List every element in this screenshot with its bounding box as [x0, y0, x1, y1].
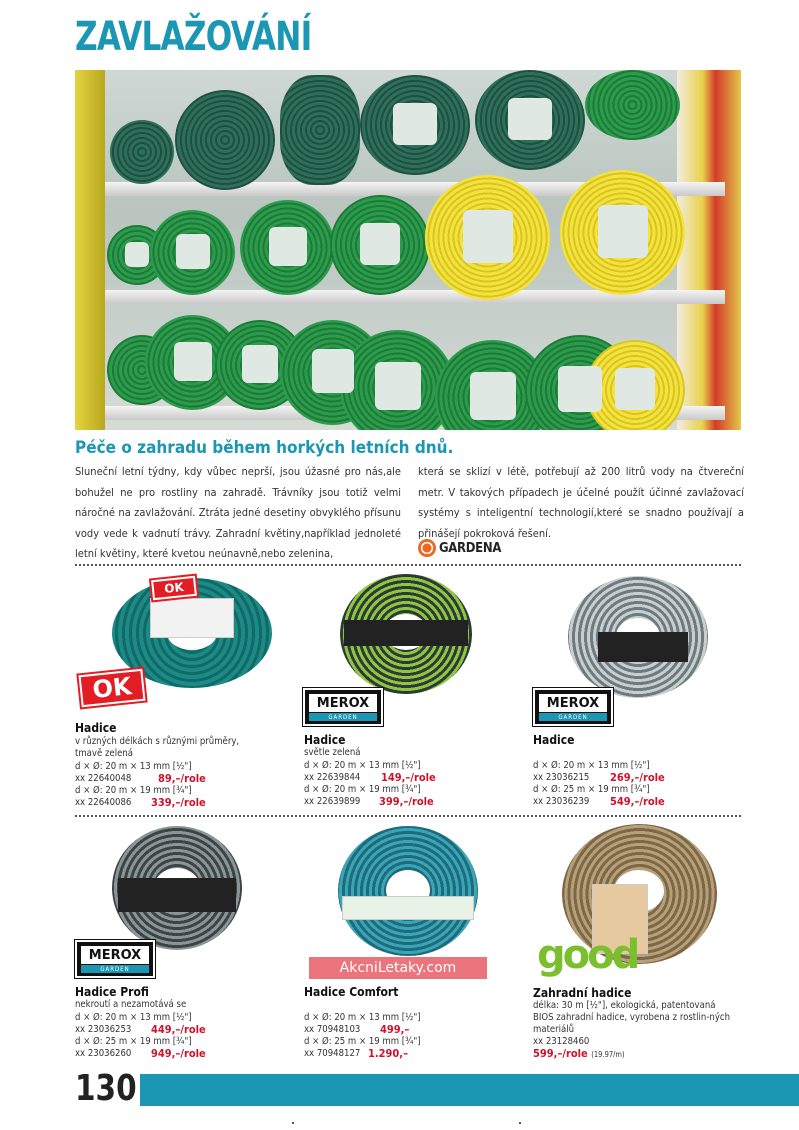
- good-logo: good: [537, 932, 638, 978]
- page-number: 130: [75, 1068, 137, 1109]
- page-title: ZAVLAŽOVÁNÍ: [75, 14, 312, 60]
- hose-coil: [110, 120, 174, 184]
- product-code: xx 22639844: [304, 772, 361, 783]
- product-code: xx 23036260: [75, 1048, 132, 1059]
- product-description: nekroutí a nezamotává se: [75, 999, 187, 1010]
- product-spec: d × Ø: 25 m × 19 mm [¾"]: [75, 1036, 192, 1047]
- intro-paragraph-left: Sluneční letní týdny, kdy vůbec neprší, jsou úžasné pro nás,ale bohužel ne pro rostliny na zahradě. Trávníky jsou totiž velmi náročné na zavlažování. Ztráta jedné desetiny obvyklého přísunu vody vede k vadnutí trávy. Zahradní květiny,například jednoleté letní květiny, které kvetou neúnavně,nebo zelenina,: [75, 465, 401, 560]
- hose-coil: [240, 200, 335, 295]
- product-price: 339,–/role: [151, 796, 206, 809]
- product-code: xx 22639899: [304, 796, 361, 807]
- intro-paragraph-right: která se sklizí v létě, potřebují až 200 litrů vody na čtvereční metr. V takových případech je účelné použít účinné zavlažovací systémy s inteligentní technologií,které se snadno používají a přinášejí pokroková řešení.: [418, 465, 744, 540]
- product-price: 149,–/role: [381, 771, 436, 784]
- watermark-link[interactable]: AkcniLetaky.com: [309, 957, 487, 979]
- product-name: Zahradní hadice: [533, 986, 632, 1000]
- product-price: 949,–/role: [151, 1047, 206, 1060]
- print-mark: [519, 1122, 521, 1124]
- product-code: xx 22640048: [75, 773, 132, 784]
- product-code: xx 70948127: [304, 1048, 361, 1059]
- product-description: délka: 30 m [½"], ekologická, patentovaná BIOS zahradní hadice, vyrobena z rostlin-ných materiálů: [533, 1000, 730, 1035]
- hose-coil: [360, 75, 470, 175]
- product-description: světle zelená: [304, 747, 361, 758]
- price-value: 599,–/role: [533, 1047, 588, 1060]
- product-price: 269,–/role: [610, 771, 665, 784]
- hose-coil: [585, 70, 680, 140]
- hanging-products-right: [677, 70, 741, 430]
- product-name: Hadice Profi: [75, 985, 149, 999]
- product-code: xx 70948103: [304, 1024, 361, 1035]
- product-price: 399,–/role: [379, 795, 434, 808]
- product-price: 549,–/role: [610, 795, 665, 808]
- product-image-hose: [112, 826, 242, 950]
- product-code: xx 23036215: [533, 772, 590, 783]
- hose-coil: [330, 195, 430, 295]
- product-spec: d × Ø: 20 m × 19 mm [¾"]: [304, 784, 421, 795]
- product-name: Hadice: [304, 733, 346, 747]
- hose-coil: [560, 170, 685, 295]
- product-spec: d × Ø: 20 m × 13 mm [½"]: [304, 1012, 421, 1023]
- hose-coil: [475, 70, 585, 170]
- ok-badge: OK: [79, 669, 146, 708]
- product-spec: d × Ø: 25 m × 19 mm [¾"]: [533, 784, 650, 795]
- unit-price: (19.97/m): [591, 1050, 625, 1059]
- product-image-hose: [338, 826, 478, 956]
- intro-heading: Péče o zahradu během horkých letních dnů.: [75, 438, 454, 458]
- footer-bar: [140, 1074, 799, 1106]
- product-name: Hadice: [533, 733, 575, 747]
- hose-coil: [175, 90, 275, 190]
- product-name: Hadice Comfort: [304, 985, 399, 999]
- shelf-rack-left: [75, 70, 105, 430]
- product-spec: d × Ø: 20 m × 13 mm [½"]: [533, 760, 650, 771]
- print-mark: [292, 1122, 294, 1124]
- product-spec: d × Ø: 20 m × 13 mm [½"]: [75, 761, 192, 772]
- merox-badge: MEROX GARDEN: [75, 940, 155, 978]
- product-description: v různých délkách s různými průměry, tmavě zelená: [75, 736, 240, 759]
- gardena-logo: [418, 539, 501, 557]
- gardena-wordmark: GARDENA: [439, 540, 502, 556]
- product-image-hose: [340, 574, 472, 694]
- product-price: [533, 1048, 625, 1061]
- product-price: 449,–/role: [151, 1023, 206, 1036]
- section-divider: [75, 815, 741, 817]
- product-name: Hadice: [75, 721, 117, 735]
- merox-badge: MEROX GARDEN: [533, 688, 613, 726]
- merox-badge: MEROX GARDEN: [303, 688, 383, 726]
- hero-photo-hose-shelves: [75, 70, 741, 430]
- ok-badge-small: OK: [151, 576, 197, 600]
- hose-coil: [280, 75, 360, 185]
- product-spec: d × Ø: 25 m × 19 mm [¾"]: [304, 1036, 421, 1047]
- product-code: xx 23128460: [533, 1036, 590, 1047]
- product-spec: d × Ø: 20 m × 13 mm [½"]: [304, 760, 421, 771]
- product-spec: d × Ø: 20 m × 13 mm [½"]: [75, 1012, 192, 1023]
- hose-coil: [150, 210, 235, 295]
- section-divider: [75, 564, 741, 566]
- product-spec: d × Ø: 20 m × 19 mm [¾"]: [75, 785, 192, 796]
- product-price: 89,–/role: [158, 772, 206, 785]
- product-image-hose: [568, 576, 708, 698]
- product-code: xx 22640086: [75, 797, 132, 808]
- gardena-mark-icon: [418, 539, 436, 557]
- product-price: 499,–: [380, 1023, 410, 1036]
- product-price: 1.290,–: [368, 1047, 409, 1060]
- hose-coil: [425, 175, 550, 300]
- product-code: xx 23036239: [533, 796, 590, 807]
- product-code: xx 23036253: [75, 1024, 132, 1035]
